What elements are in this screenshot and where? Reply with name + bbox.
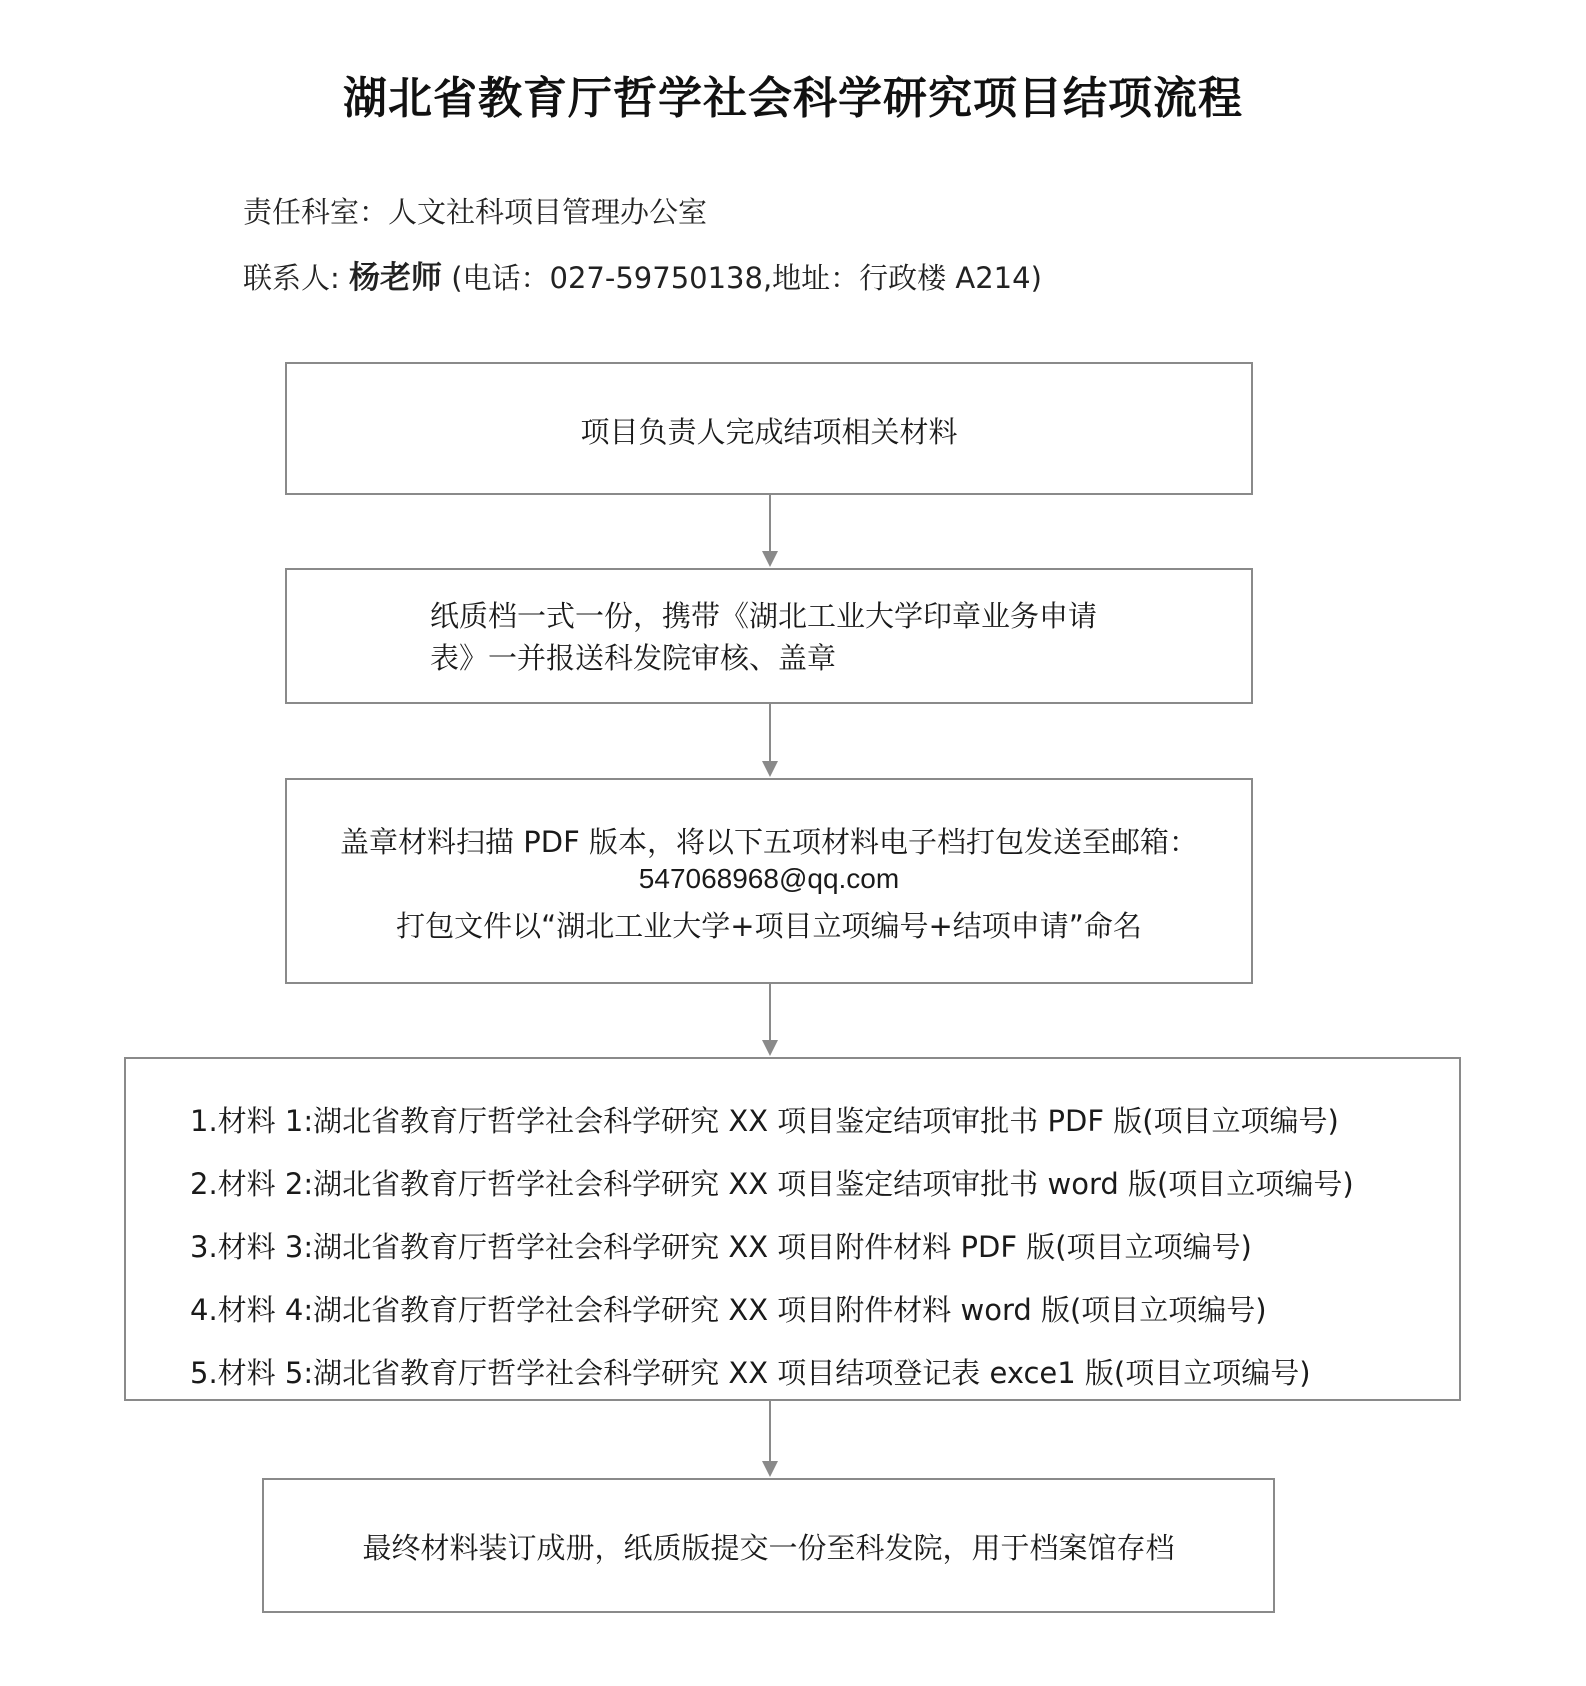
arrow-shaft xyxy=(769,704,771,763)
step-1-text: 项目负责人完成结项相关材料 xyxy=(580,415,958,449)
arrow-down-icon xyxy=(760,984,780,1057)
arrow-down-icon xyxy=(760,1401,780,1478)
material-item-3: 3.材料 3:湖北省教育厅哲学社会科学研究 XX 项目附件材料 PDF 版(项目立项编号) xyxy=(190,1230,1252,1264)
arrow-head xyxy=(762,761,778,777)
step-3-line-3: 打包文件以“湖北工业大学+项目立项编号+结项申请”命名 xyxy=(396,909,1142,943)
material-item-5: 5.材料 5:湖北省教育厅哲学社会科学研究 XX 项目结项登记表 exce1 版(项目立项编号) xyxy=(190,1356,1311,1390)
material-item-4: 4.材料 4:湖北省教育厅哲学社会科学研究 XX 项目附件材料 word 版(项目立项编号) xyxy=(190,1293,1267,1327)
contact-line xyxy=(243,252,1042,297)
step-3-email: 547068968@qq.com xyxy=(638,863,900,894)
page-title: 湖北省教育厅哲学社会科学研究项目结项流程 xyxy=(343,73,1243,124)
step-2-box xyxy=(285,568,1253,704)
step-5-box xyxy=(262,1478,1275,1613)
contact-detail: (电话：027-59750138,地址：行政楼 A214) xyxy=(451,261,1042,295)
step-3-line-1: 盖章材料扫描 PDF 版本，将以下五项材料电子档打包发送至邮箱： xyxy=(340,825,1198,859)
arrow-head xyxy=(762,551,778,567)
arrow-shaft xyxy=(769,984,771,1042)
office-line xyxy=(243,190,707,231)
arrow-down-icon xyxy=(760,495,780,568)
office-value: 人文社科项目管理办公室 xyxy=(388,195,708,229)
contact-name: 杨老师 xyxy=(349,260,442,296)
arrow-shaft xyxy=(769,495,771,553)
arrow-shaft xyxy=(769,1401,771,1463)
step-5-text: 最终材料装订成册，纸质版提交一份至科发院，用于档案馆存档 xyxy=(362,1531,1175,1565)
step-4-box xyxy=(124,1057,1461,1401)
office-label: 责任科室： xyxy=(243,195,389,229)
step-3-box xyxy=(285,778,1253,984)
arrow-head xyxy=(762,1040,778,1056)
material-item-2: 2.材料 2:湖北省教育厅哲学社会科学研究 XX 项目鉴定结项审批书 word 版(项目立项编号) xyxy=(190,1167,1354,1201)
arrow-head xyxy=(762,1461,778,1477)
step-2-line-2: 表》一并报送科发院审核、盖章 xyxy=(430,641,837,675)
step-1-box xyxy=(285,362,1253,495)
material-item-1: 1.材料 1:湖北省教育厅哲学社会科学研究 XX 项目鉴定结项审批书 PDF 版(项目立项编号) xyxy=(190,1104,1339,1138)
step-2-line-1: 纸质档一式一份，携带《湖北工业大学印章业务申请 xyxy=(430,599,1098,633)
contact-label: 联系人: xyxy=(243,261,340,295)
arrow-down-icon xyxy=(760,704,780,778)
